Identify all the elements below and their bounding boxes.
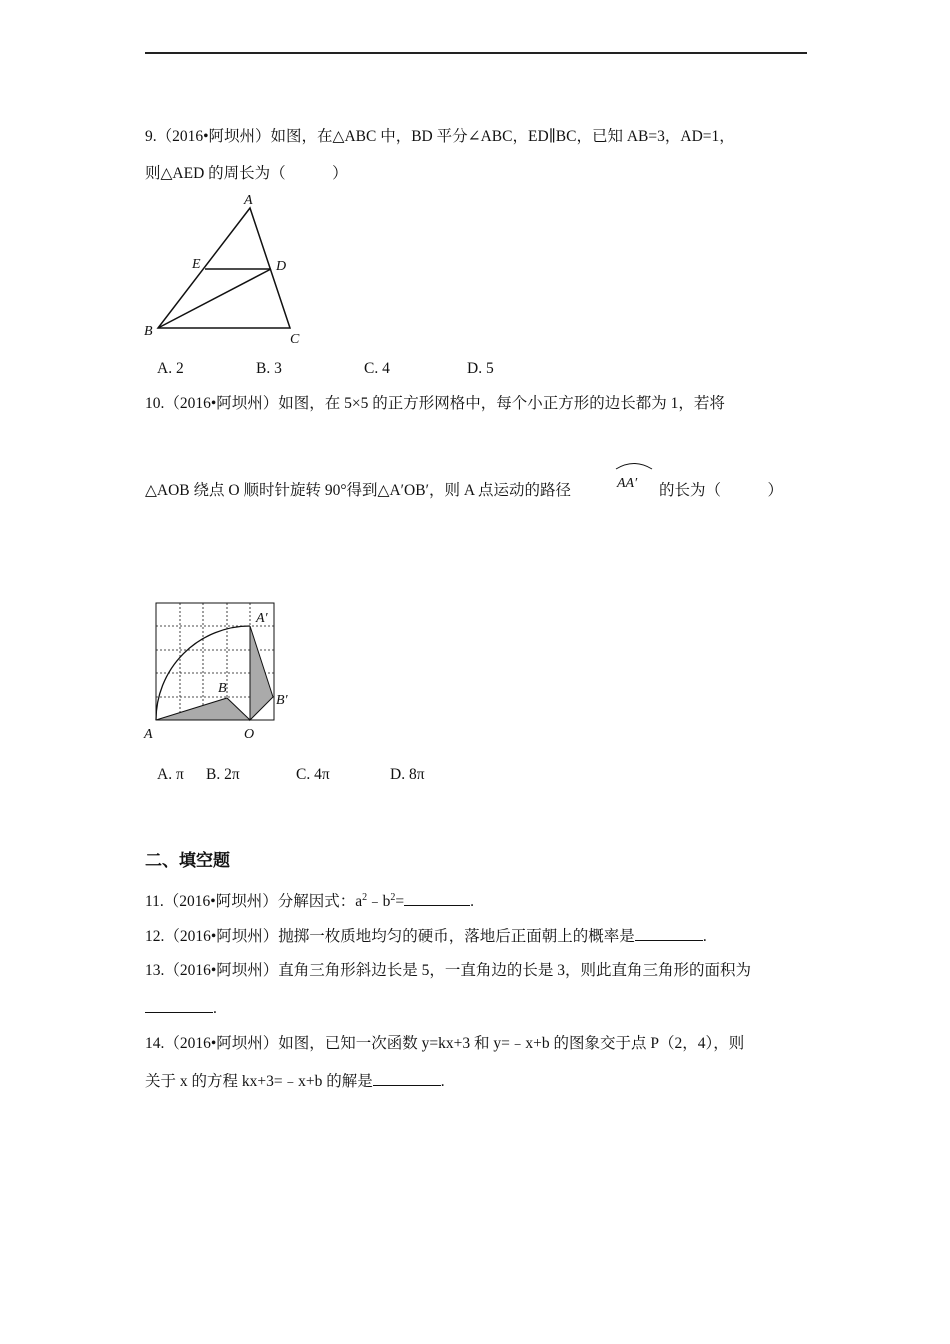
q11-suffix: = xyxy=(395,893,405,910)
section-title: 二、填空题 xyxy=(145,851,230,871)
q10-option-c: C. 4π xyxy=(296,766,330,783)
label-d: D xyxy=(276,259,287,274)
q11-end: . xyxy=(470,893,474,910)
label-a: A xyxy=(244,193,253,208)
q10-line1: 10.（2016•阿坝州）如图，在 5×5 的正方形网格中，每个小正方形的边长都为 1，若将 xyxy=(145,395,725,412)
label-b-prime: B′ xyxy=(276,693,288,708)
arc-text: AA′ xyxy=(617,476,638,491)
q14-line2 xyxy=(145,1071,445,1092)
q10-option-b: B. 2π xyxy=(206,766,240,783)
arc-aa-prime-notation xyxy=(614,460,654,500)
q12-text: 12.（2016•阿坝州）抛掷一枚质地均匀的硬币，落地后正面朝上的概率是 xyxy=(145,928,635,945)
q9-option-a: A. 2 xyxy=(157,360,184,377)
q13-answer-blank[interactable] xyxy=(145,998,213,1013)
q9-line2: 则△AED 的周长为（ ） xyxy=(145,165,348,182)
q14-line1: 14.（2016•阿坝州）如图，已知一次函数 y=kx+3 和 y=﹣x+b 的图象交于点 P（2，4），则 xyxy=(145,1035,745,1052)
q13-line2 xyxy=(145,998,217,1019)
q9-option-d: D. 5 xyxy=(467,360,494,377)
q13-end: . xyxy=(213,1000,217,1017)
q13-line1: 13.（2016•阿坝州）直角三角形斜边长是 5，一直角边的长是 3，则此直角三角形的面积为 xyxy=(145,962,752,979)
label-o: O xyxy=(244,727,255,742)
triangle-abc xyxy=(158,208,290,328)
q10-line2a: △AOB 绕点 O 顺时针旋转 90°得到△A′OB′，则 A 点运动的路径 xyxy=(145,482,572,499)
q14-answer-blank[interactable] xyxy=(373,1071,441,1086)
q9-option-c: C. 4 xyxy=(364,360,390,377)
q9-triangle-figure xyxy=(140,190,320,350)
label-a: A xyxy=(144,727,153,742)
segment-bd xyxy=(158,269,271,328)
label-a-prime: A′ xyxy=(256,611,268,626)
q11-line xyxy=(145,891,474,912)
q11-sup1: 2 xyxy=(362,891,368,903)
q11-mid: ﹣b xyxy=(367,893,391,910)
q14-text: 关于 x 的方程 kx+3=﹣x+b 的解是 xyxy=(145,1073,373,1090)
q12-end: . xyxy=(702,928,707,945)
label-b: B xyxy=(144,324,153,339)
triangle-aob xyxy=(156,698,250,720)
q11-answer-blank[interactable] xyxy=(404,891,470,906)
label-c: C xyxy=(290,332,300,347)
q12-line xyxy=(145,926,707,947)
q11-prefix: 11.（2016•阿坝州）分解因式：a xyxy=(145,893,363,910)
q9-option-b: B. 3 xyxy=(256,360,282,377)
q14-end: . xyxy=(440,1073,445,1090)
label-b: B xyxy=(218,681,227,696)
q10-option-d: D. 8π xyxy=(390,766,425,783)
q12-answer-blank[interactable] xyxy=(635,926,703,941)
q11-sup2: 2 xyxy=(390,891,396,903)
label-e: E xyxy=(192,257,201,272)
header-rule xyxy=(145,52,807,54)
q10-line2b: 的长为（ ） xyxy=(659,482,784,499)
q10-option-a: A. π xyxy=(157,766,184,783)
q9-line1: 9.（2016•阿坝州）如图，在△ABC 中，BD 平分∠ABC，ED∥BC，已知 AB=3，AD=1， xyxy=(145,128,735,145)
q10-grid-figure xyxy=(140,598,305,746)
